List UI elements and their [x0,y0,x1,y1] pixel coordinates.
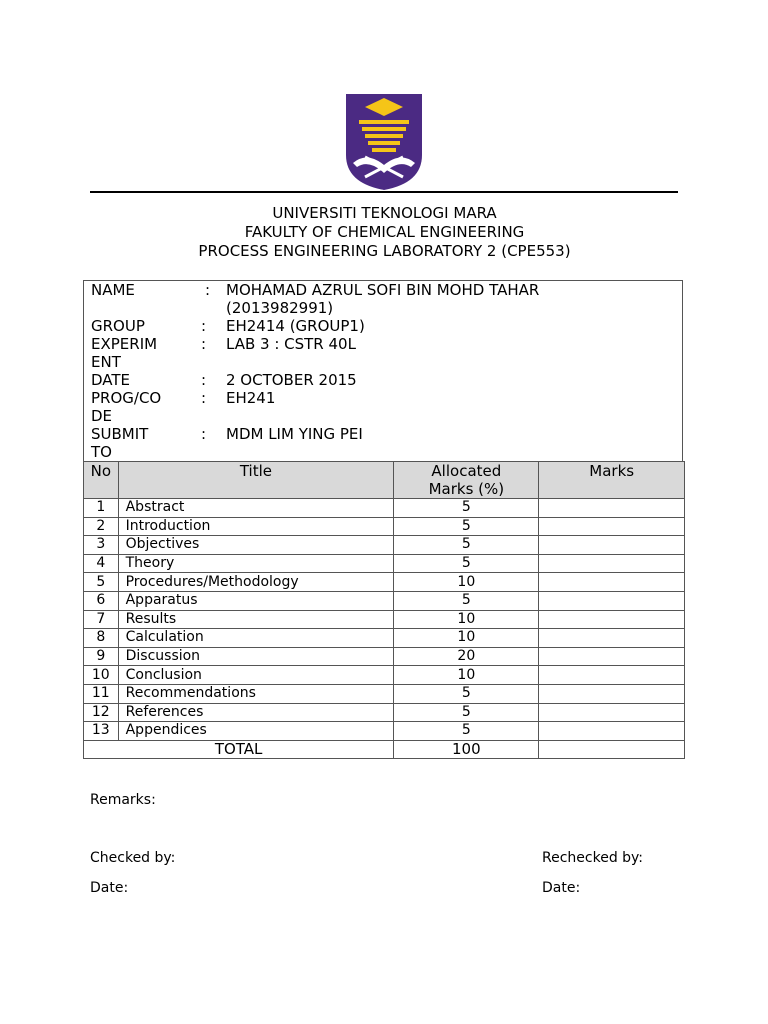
table-row [84,573,685,592]
faculty-name: FAKULTY OF CHEMICAL ENGINEERING [244,223,525,241]
experiment-label: EXPERIMENT [91,335,158,371]
row-title: Apparatus [118,591,394,610]
row-title: Procedures/Methodology [118,573,394,592]
row-title: Theory [118,554,394,573]
row-marks-cell[interactable] [539,666,685,685]
row-no: 5 [84,573,119,592]
row-marks-cell[interactable] [539,722,685,741]
remarks-label: Remarks: [90,792,156,808]
rechecked-by-label: Rechecked by: [542,850,644,866]
marks-table [83,461,685,759]
row-marks-cell[interactable] [539,536,685,555]
row-marks-cell[interactable] [539,684,685,703]
row-allocated: 20 [394,647,539,666]
row-no: 1 [84,499,119,518]
colon: : [201,425,207,443]
row-allocated: 10 [394,573,539,592]
row-marks-cell[interactable] [539,610,685,629]
row-no: 6 [84,591,119,610]
university-crest-icon [345,93,423,191]
table-row [84,722,685,741]
group-value: EH2414 (GROUP1) [226,317,365,335]
row-title: Discussion [118,647,394,666]
date-label-right: Date: [542,880,581,896]
total-marks-cell[interactable] [539,740,685,759]
row-title: Objectives [118,536,394,555]
row-allocated: 5 [394,517,539,536]
colon: : [201,317,207,335]
row-title: Results [118,610,394,629]
table-row [84,536,685,555]
table-row [84,629,685,648]
date-label: DATE [91,371,131,389]
row-no: 13 [84,722,119,741]
header-allocated: Allocated Marks (%) [394,462,539,499]
row-title: Introduction [118,517,394,536]
total-value: 100 [394,740,539,759]
header-title: Title [118,462,394,499]
total-label: TOTAL [84,740,394,759]
row-title: Calculation [118,629,394,648]
table-row [84,684,685,703]
row-allocated: 5 [394,684,539,703]
checked-by-label: Checked by: [90,850,176,866]
name-value: MOHAMAD AZRUL SOFI BIN MOHD TAHAR (2013982991) [226,281,540,317]
table-row [84,703,685,722]
row-title: Conclusion [118,666,394,685]
row-allocated: 10 [394,666,539,685]
row-marks-cell[interactable] [539,629,685,648]
group-label: GROUP [91,317,145,335]
header-no: No [84,462,119,499]
progcode-value: EH241 [226,389,276,407]
row-no: 10 [84,666,119,685]
progcode-label: PROG/CODE [91,389,162,425]
table-row [84,499,685,518]
row-allocated: 5 [394,554,539,573]
row-marks-cell[interactable] [539,647,685,666]
row-marks-cell[interactable] [539,554,685,573]
row-marks-cell[interactable] [539,703,685,722]
university-name: UNIVERSITI TEKNOLOGI MARA [272,204,497,222]
row-allocated: 5 [394,499,539,518]
table-row [84,554,685,573]
course-name: PROCESS ENGINEERING LABORATORY 2 (CPE553) [198,242,571,260]
date-value: 2 OCTOBER 2015 [226,371,357,389]
colon: : [201,335,207,353]
row-title: Appendices [118,722,394,741]
row-no: 7 [84,610,119,629]
row-allocated: 10 [394,629,539,648]
table-row [84,591,685,610]
row-no: 12 [84,703,119,722]
row-no: 11 [84,684,119,703]
date-label-left: Date: [90,880,129,896]
row-no: 9 [84,647,119,666]
table-row [84,517,685,536]
table-row [84,647,685,666]
total-row [84,740,685,759]
row-title: Recommendations [118,684,394,703]
row-allocated: 5 [394,536,539,555]
row-marks-cell[interactable] [539,517,685,536]
row-no: 3 [84,536,119,555]
row-allocated: 5 [394,722,539,741]
row-marks-cell[interactable] [539,591,685,610]
submit-label: SUBMIT TO [91,425,149,461]
table-header-row [84,462,685,499]
table-row [84,666,685,685]
row-title: References [118,703,394,722]
row-marks-cell[interactable] [539,573,685,592]
colon: : [201,389,207,407]
colon: : [205,281,211,299]
header-rule [90,191,678,193]
name-label: NAME [91,281,135,299]
row-marks-cell[interactable] [539,499,685,518]
experiment-value: LAB 3 : CSTR 40L [226,335,356,353]
colon: : [201,371,207,389]
document-heading [84,204,685,261]
table-row [84,610,685,629]
row-allocated: 5 [394,703,539,722]
row-allocated: 5 [394,591,539,610]
row-no: 2 [84,517,119,536]
submit-value: MDM LIM YING PEI [226,425,363,443]
row-title: Abstract [118,499,394,518]
student-info-box [83,280,683,461]
header-marks: Marks [539,462,685,499]
row-allocated: 10 [394,610,539,629]
row-no: 4 [84,554,119,573]
row-no: 8 [84,629,119,648]
